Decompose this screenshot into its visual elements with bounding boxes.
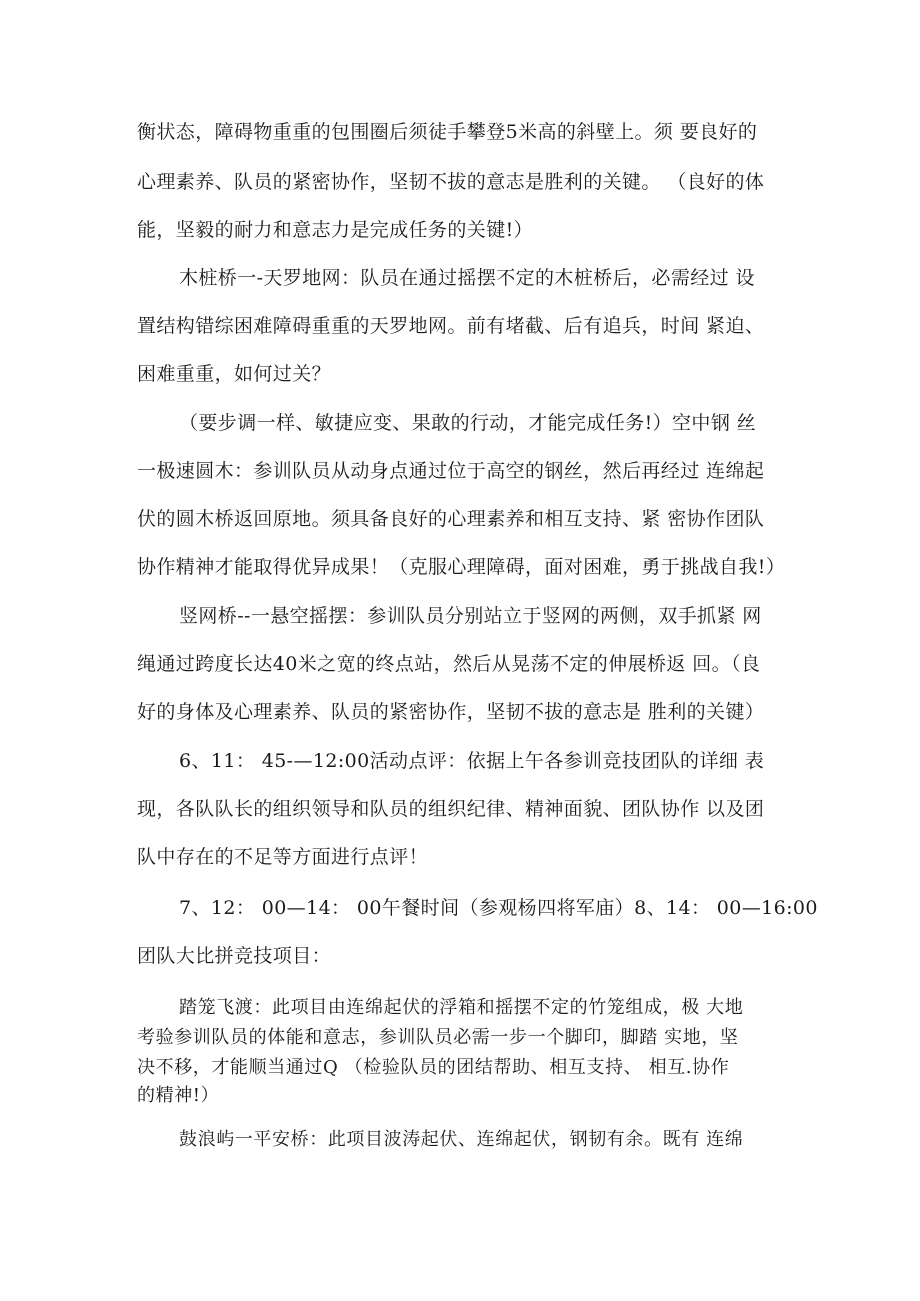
- text-line: 考验参训队员的体能和意志，参训队员必需一步一个脚印，脚踏 实地，坚: [137, 1027, 739, 1048]
- text-line: 队中存在的不足等方面进行点评！: [137, 846, 429, 868]
- text-line: 决不移，才能顺当通过Q （检验队员的团结帮助、相互支持、 相互.协作: [137, 1057, 730, 1078]
- paragraph-first-line: 7、12： 00—14： 00午餐时间（参观杨四将军庙）8、14： 00—16:00: [179, 897, 818, 919]
- text-line: 能，坚毅的耐力和意志力是完成任务的关键!）: [137, 219, 534, 241]
- text-line: 置结构错综困难障碍重重的天罗地网。前有堵截、后有追兵，时间 紧迫、: [137, 315, 765, 337]
- text-line: 团队大比拼竞技项目：: [137, 945, 332, 967]
- paragraph-first-line: 木桩桥一-天罗地网：队员在通过摇摆不定的木桩桥后，必需经过 设: [179, 267, 755, 289]
- text-line: 协作精神才能取得优异成果！（克服心理障碍，面对困难，勇于挑战自我!）: [137, 556, 786, 578]
- text-line: 衡状态，障碍物重重的包围圈后须徒手攀登5米高的斜壁上。须 要良好的: [137, 121, 758, 143]
- text-line: 绳通过跨度长达40米之宽的终点站，然后从晃荡不定的伸展桥返 回。（良: [137, 653, 761, 675]
- paragraph-first-line: 6、11： 45-—12:00活动点评：依据上午各参训竞技团队的详细 表: [179, 750, 765, 772]
- paragraph-first-line: （要步调一样、敏捷应变、果敢的行动，才能完成任务!）空中钢 丝: [179, 412, 757, 434]
- paragraph-first-line: 竖网桥--一悬空摇摆：参训队员分别站立于竖网的两侧，双手抓紧 网: [179, 605, 762, 627]
- text-line: 困难重重，如何过关？: [137, 363, 332, 385]
- text-line: 好的身体及心理素养、队员的紧密协作，坚韧不拔的意志是 胜利的关键）: [137, 701, 765, 723]
- text-line: 伏的圆木桥返回原地。须具备良好的心理素养和相互支持、紧 密协作团队: [137, 508, 765, 530]
- paragraph-first-line: 踏笼飞渡：此项目由连绵起伏的浮箱和摇摆不定的竹笼组成，极 大地: [179, 997, 744, 1018]
- text-line: 现，各队队长的组织领导和队员的组织纪律、精神面貌、团队协作 以及团: [137, 798, 765, 820]
- text-line: 一极速圆木：参训队员从动身点通过位于高空的钢丝，然后再经过 连绵起: [137, 460, 765, 482]
- paragraph-first-line: 鼓浪屿一平安桥：此项目波涛起伏、连绵起伏，钢韧有余。既有 连绵: [179, 1129, 744, 1150]
- text-line: 心理素养、队员的紧密协作，坚韧不拔的意志是胜利的关键。 （良好的体: [137, 171, 765, 193]
- text-line: 的精神!）: [137, 1085, 220, 1106]
